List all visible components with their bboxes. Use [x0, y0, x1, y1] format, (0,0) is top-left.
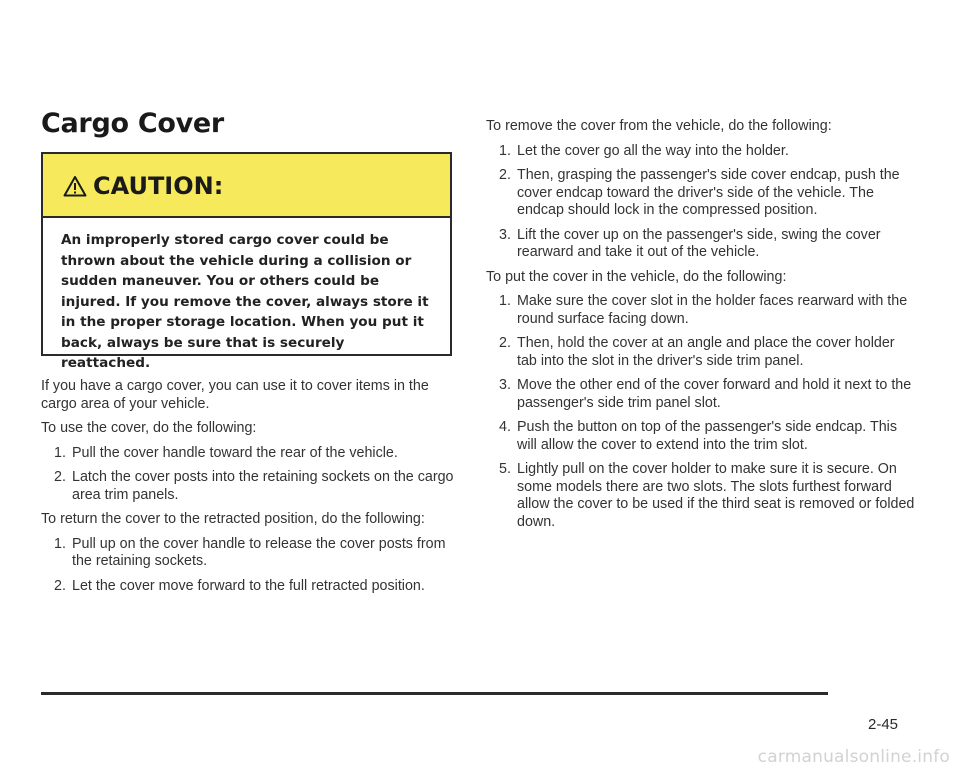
list-item — [486, 377, 916, 412]
step-number: 2. — [54, 469, 66, 485]
caution-text: An improperly stored cargo cover could be thrown about the vehicle during a collision or sudden maneuver. You or others could be injured. If you remove the cover, always store it in the proper storage location. When you put it back, always be sure that is securely reattached. — [61, 232, 429, 371]
step-text: Push the button on top of the passenger's side endcap. This will allow the cover to extend into the trim slot. — [517, 419, 898, 453]
step-number: 2. — [499, 335, 511, 351]
footer-rule — [41, 692, 828, 695]
right-column — [486, 118, 916, 538]
step-text: Pull the cover handle toward the rear of the vehicle. — [72, 444, 398, 461]
list-item — [486, 167, 916, 220]
step-text: Then, grasping the passenger's side cover endcap, push the cover endcap toward the driver's side of the vehicle. The endcap should lock in the compressed position. — [517, 167, 900, 218]
step-number: 3. — [499, 377, 511, 393]
caution-label: CAUTION: — [93, 172, 224, 200]
list-item — [486, 227, 916, 262]
step-text: Let the cover move forward to the full retracted position. — [72, 577, 425, 594]
caution-box — [41, 152, 452, 371]
step-number: 1. — [54, 444, 66, 461]
list-item — [486, 293, 916, 328]
return-steps-list — [41, 536, 461, 596]
step-text: Pull up on the cover handle to release the cover posts from the retaining sockets. — [72, 535, 446, 569]
list-item — [486, 461, 916, 531]
list-item — [41, 578, 461, 596]
step-text: Let the cover go all the way into the holder. — [517, 142, 789, 159]
list-item — [41, 469, 461, 504]
step-number: 2. — [54, 577, 66, 594]
step-text: Lightly pull on the cover holder to make sure it is secure. On some models there are two slots. The slots furthest forward allow the cover to be used if the third seat is removed or folded down. — [517, 461, 915, 530]
watermark: carmanualsonline.info — [757, 747, 950, 767]
caution-header-band — [43, 154, 450, 218]
left-column — [41, 378, 461, 602]
use-steps-list — [41, 445, 461, 505]
list-item — [486, 419, 916, 454]
use-heading: To use the cover, do the following: — [41, 420, 257, 436]
warning-triangle-icon — [63, 175, 87, 197]
step-text: Make sure the cover slot in the holder faces rearward with the round surface facing down. — [517, 293, 908, 327]
return-heading: To return the cover to the retracted position, do the following: — [41, 511, 425, 527]
list-item — [41, 536, 461, 571]
step-number: 4. — [499, 419, 511, 435]
step-number: 2. — [499, 167, 511, 183]
step-number: 1. — [499, 293, 511, 309]
list-item — [486, 143, 916, 161]
step-text: Then, hold the cover at an angle and place the cover holder tab into the slot in the driver's side trim panel. — [517, 335, 895, 369]
step-number: 1. — [54, 535, 66, 552]
put-heading: To put the cover in the vehicle, do the following: — [486, 268, 787, 285]
remove-steps-list — [486, 143, 916, 262]
step-text: Lift the cover up on the passenger's side, swing the cover rearward and take it out of the vehicle. — [517, 226, 881, 260]
step-number: 3. — [499, 226, 511, 243]
intro-paragraph: If you have a cargo cover, you can use it to cover items in the cargo area of your vehicle. — [41, 378, 429, 412]
step-number: 1. — [499, 142, 511, 159]
step-text: Move the other end of the cover forward and hold it next to the passenger's side trim panel slot. — [517, 377, 912, 411]
list-item — [41, 445, 461, 463]
caution-header — [63, 172, 223, 200]
step-text: Latch the cover posts into the retaining sockets on the cargo area trim panels. — [72, 469, 454, 503]
page-title: Cargo Cover — [41, 108, 224, 139]
page-number: 2-45 — [868, 716, 899, 733]
remove-heading: To remove the cover from the vehicle, do the following: — [486, 118, 832, 134]
put-steps-list — [486, 293, 916, 531]
list-item — [486, 335, 916, 370]
step-number: 5. — [499, 461, 511, 477]
